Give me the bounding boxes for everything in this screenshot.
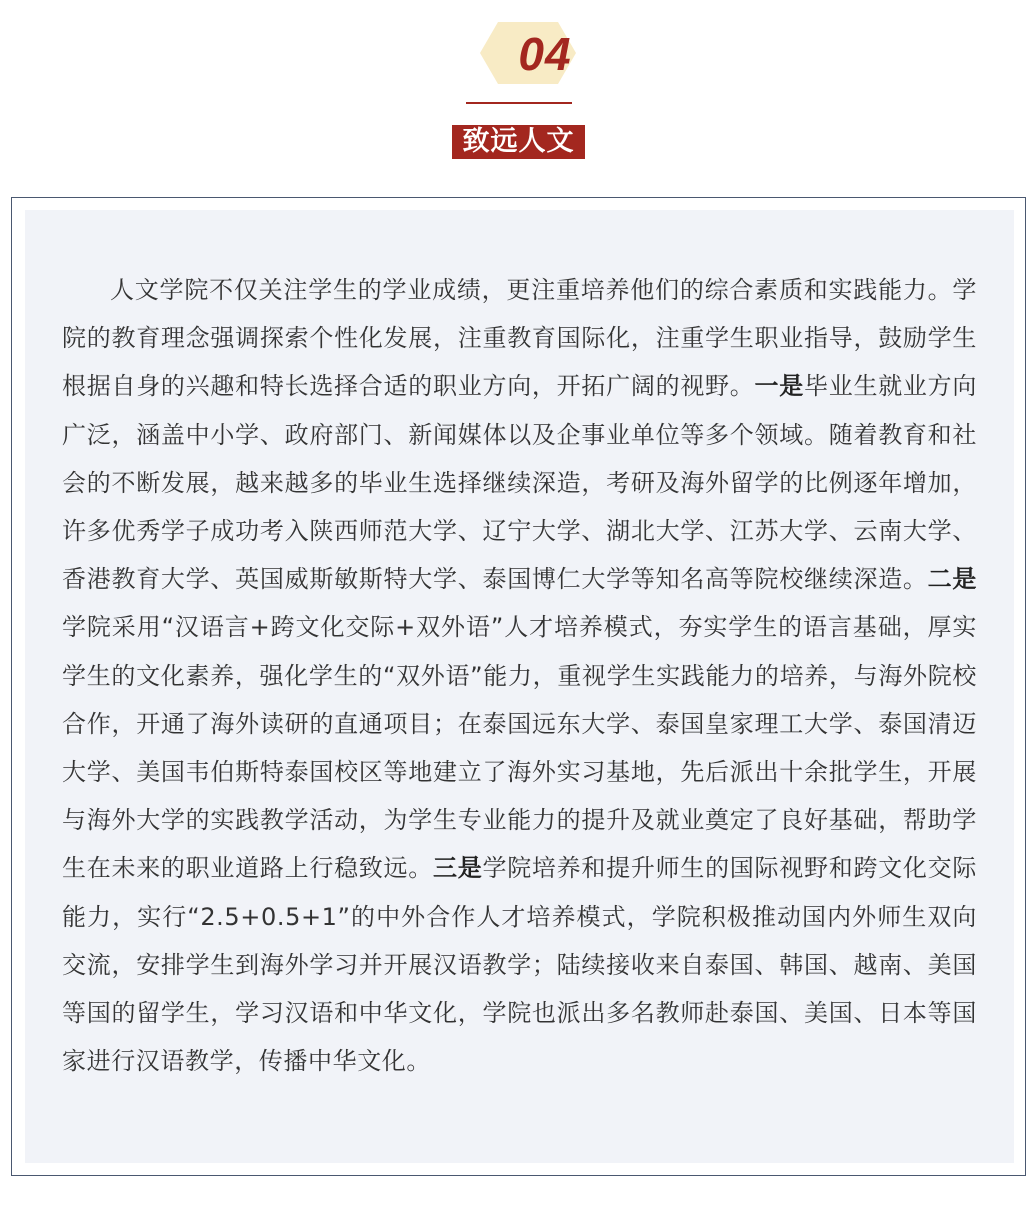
point-three-text: 学院培养和提升师生的国际视野和跨文化交际能力，实行“2.5+0.5+1”的中外合作人才培养模式，学院积极推动国内外师生双向交流，安排学生到海外学习并开展汉语教学；陆续接收来自泰国、韩国、越南、美国等国的留学生，学习汉语和中华文化，学院也派出多名教师赴泰国、美国、日本等国家进行汉语教学，传播中华文化。	[62, 854, 977, 1076]
point-one-text: 毕业生就业方向广泛，涵盖中小学、政府部门、新闻媒体以及企事业单位等多个领域。随着教育和社会的不断发展，越来越多的毕业生选择继续深造，考研及海外留学的比例逐年增加，许多优秀学子成功考入陕西师范大学、辽宁大学、湖北大学、江苏大学、云南大学、香港教育大学、英国威斯敏斯特大学、泰国博仁大学等知名高等院校继续深造。	[62, 372, 977, 594]
point-three-label: 三是	[433, 854, 483, 883]
content-panel	[25, 210, 1014, 1163]
point-one-label: 一是	[754, 372, 804, 401]
header-divider	[466, 102, 572, 104]
point-two-label: 二是	[927, 565, 978, 594]
point-two-text: 学院采用“汉语言+跨文化交际+双外语”人才培养模式，夯实学生的语言基础，厚实学生的文化素养，强化学生的“双外语”能力，重视学生实践能力的培养，与海外院校合作，开通了海外读研的直通项目；在泰国远东大学、泰国皇家理工大学、泰国清迈大学、美国韦伯斯特泰国校区等地建立了海外实习基地，先后派出十余批学生，开展与海外大学的实践教学活动，为学生专业能力的提升及就业奠定了良好基础，帮助学生在未来的职业道路上行稳致远。	[62, 613, 977, 883]
intro-text: 人文学院不仅关注学生的学业成绩，更注重培养他们的综合素质和实践能力。学院的教育理念强调探索个性化发展，注重教育国际化，注重学生职业指导，鼓励学生根据自身的兴趣和特长选择合适的职业方向，开拓广阔的视野。	[62, 276, 977, 401]
content-frame	[11, 197, 1026, 1176]
section-header	[0, 0, 1033, 190]
section-title: 致远人文	[452, 125, 585, 159]
section-number: 04	[518, 28, 572, 80]
body-paragraph	[62, 266, 977, 1085]
